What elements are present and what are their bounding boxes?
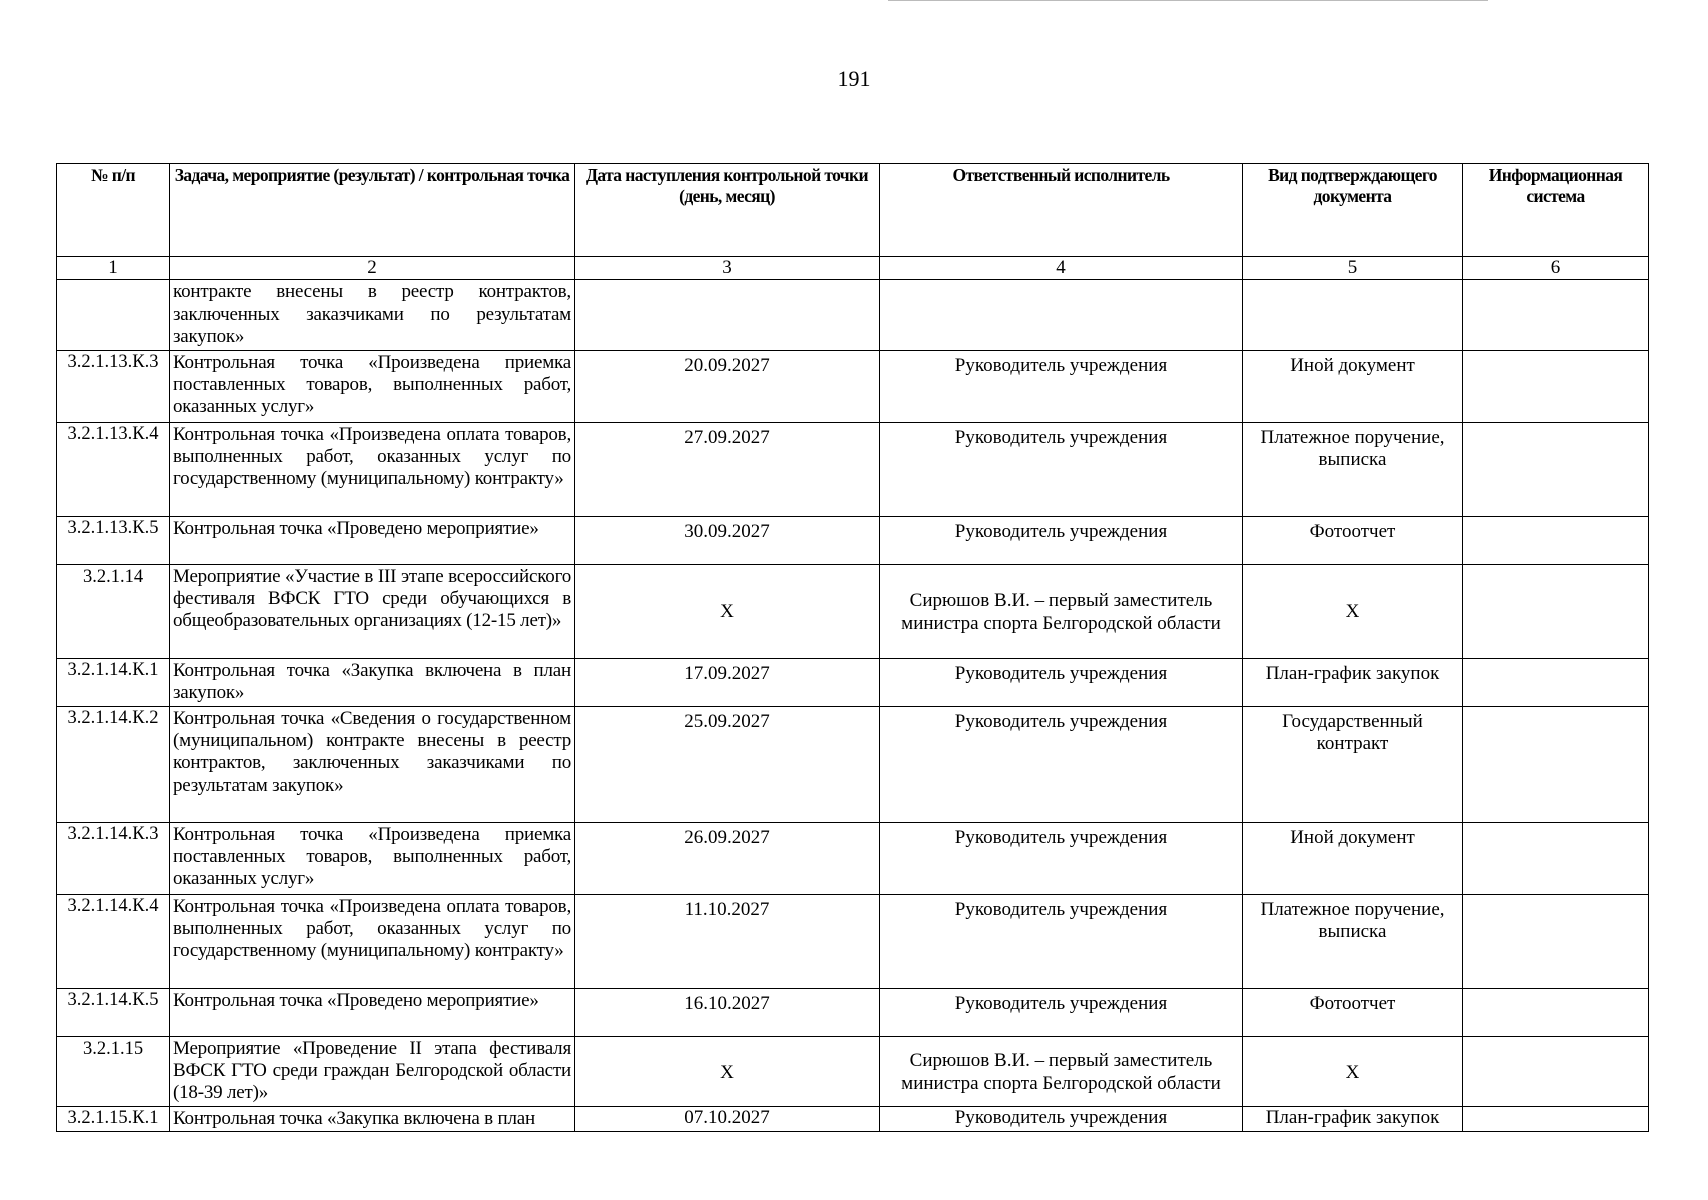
row-responsible: Руководитель учреждения [880, 1106, 1243, 1131]
row-document: Х [1243, 564, 1463, 658]
row-responsible: Руководитель учреждения [880, 350, 1243, 422]
row-number: 3.2.1.14.К.1 [57, 658, 170, 706]
row-date: 16.10.2027 [575, 988, 880, 1036]
row-system [1463, 1036, 1649, 1106]
row-system [1463, 822, 1649, 894]
row-system [1463, 280, 1649, 350]
plan-table [56, 163, 1649, 1132]
table-row [57, 1106, 1649, 1131]
row-date [575, 280, 880, 350]
column-number: 5 [1243, 257, 1463, 280]
row-task: Контрольная точка «Проведено мероприятие» [170, 516, 575, 564]
row-document: Иной документ [1243, 350, 1463, 422]
row-number: 3.2.1.13.К.3 [57, 350, 170, 422]
row-system [1463, 706, 1649, 822]
table-row [57, 822, 1649, 894]
row-system [1463, 516, 1649, 564]
row-task: Контрольная точка «Закупка включена в план закупок» [170, 658, 575, 706]
row-responsible: Руководитель учреждения [880, 706, 1243, 822]
column-number: 2 [170, 257, 575, 280]
row-responsible: Руководитель учреждения [880, 822, 1243, 894]
row-responsible [880, 280, 1243, 350]
row-system [1463, 564, 1649, 658]
row-task: Контрольная точка «Произведена приемка поставленных товаров, выполненных работ, оказанных услуг» [170, 822, 575, 894]
row-document: Государственный контракт [1243, 706, 1463, 822]
row-responsible: Руководитель учреждения [880, 516, 1243, 564]
row-system [1463, 988, 1649, 1036]
row-number: 3.2.1.14.К.4 [57, 894, 170, 988]
row-document: Платежное поручение, выписка [1243, 894, 1463, 988]
header-document: Вид подтверждающего документа [1243, 164, 1463, 257]
row-document [1243, 280, 1463, 350]
header-number: № п/п [57, 164, 170, 257]
row-document: Фотоотчет [1243, 988, 1463, 1036]
row-system [1463, 1106, 1649, 1131]
row-document: Фотоотчет [1243, 516, 1463, 564]
column-numbers-row [57, 257, 1649, 280]
row-number: 3.2.1.13.К.5 [57, 516, 170, 564]
row-responsible: Руководитель учреждения [880, 422, 1243, 516]
table-row [57, 350, 1649, 422]
row-task: Контрольная точка «Произведена оплата товаров, выполненных работ, оказанных услуг по государственному (муниципальному) контракту» [170, 894, 575, 988]
row-system [1463, 350, 1649, 422]
header-date: Дата наступления контрольной точки (день, месяц) [575, 164, 880, 257]
scan-edge-line [888, 0, 1488, 1]
row-document: План-график закупок [1243, 658, 1463, 706]
row-document: Иной документ [1243, 822, 1463, 894]
row-system [1463, 894, 1649, 988]
table-row [57, 658, 1649, 706]
header-system: Информационная система [1463, 164, 1649, 257]
row-task: Контрольная точка «Закупка включена в план [170, 1106, 575, 1131]
row-date: 07.10.2027 [575, 1106, 880, 1131]
row-responsible: Руководитель учреждения [880, 988, 1243, 1036]
table-header-row [57, 164, 1649, 257]
table-row [57, 894, 1649, 988]
row-responsible: Сирюшов В.И. – первый заместитель министра спорта Белгородской области [880, 564, 1243, 658]
row-task: Мероприятие «Участие в III этапе всероссийского фестиваля ВФСК ГТО среди обучающихся в общеобразовательных организациях (12-15 лет)» [170, 564, 575, 658]
column-number: 4 [880, 257, 1243, 280]
table-row [57, 988, 1649, 1036]
row-number: 3.2.1.14.К.3 [57, 822, 170, 894]
row-responsible: Руководитель учреждения [880, 658, 1243, 706]
row-system [1463, 422, 1649, 516]
row-task: Контрольная точка «Произведена оплата товаров, выполненных работ, оказанных услуг по государственному (муниципальному) контракту» [170, 422, 575, 516]
row-date: 20.09.2027 [575, 350, 880, 422]
row-date: 26.09.2027 [575, 822, 880, 894]
row-date: 11.10.2027 [575, 894, 880, 988]
row-number: 3.2.1.15.К.1 [57, 1106, 170, 1131]
column-number: 1 [57, 257, 170, 280]
row-task: Мероприятие «Проведение II этапа фестиваля ВФСК ГТО среди граждан Белгородской области (18-39 лет)» [170, 1036, 575, 1106]
row-responsible: Руководитель учреждения [880, 894, 1243, 988]
row-number: 3.2.1.14.К.5 [57, 988, 170, 1036]
table-row [57, 280, 1649, 350]
row-document: План-график закупок [1243, 1106, 1463, 1131]
column-number: 3 [575, 257, 880, 280]
table-row [57, 706, 1649, 822]
row-number: 3.2.1.14.К.2 [57, 706, 170, 822]
row-document: Х [1243, 1036, 1463, 1106]
header-responsible: Ответственный исполнитель [880, 164, 1243, 257]
row-number: 3.2.1.13.К.4 [57, 422, 170, 516]
row-number [57, 280, 170, 350]
row-task: Контрольная точка «Сведения о государственном (муниципальном) контракте внесены в реестр контрактов, заключенных заказчиками по результатам закупок» [170, 706, 575, 822]
row-number: 3.2.1.14 [57, 564, 170, 658]
column-number: 6 [1463, 257, 1649, 280]
row-date: Х [575, 564, 880, 658]
header-task: Задача, мероприятие (результат) / контрольная точка [170, 164, 575, 257]
row-date: 30.09.2027 [575, 516, 880, 564]
table-row [57, 516, 1649, 564]
row-date: 25.09.2027 [575, 706, 880, 822]
row-task: Контрольная точка «Произведена приемка поставленных товаров, выполненных работ, оказанных услуг» [170, 350, 575, 422]
row-date: Х [575, 1036, 880, 1106]
row-task: контракте внесены в реестр контрактов, заключенных заказчиками по результатам закупок» [170, 280, 575, 350]
table-row [57, 1036, 1649, 1106]
row-responsible: Сирюшов В.И. – первый заместитель министра спорта Белгородской области [880, 1036, 1243, 1106]
row-task: Контрольная точка «Проведено мероприятие» [170, 988, 575, 1036]
page-number: 191 [837, 66, 871, 91]
row-document: Платежное поручение, выписка [1243, 422, 1463, 516]
table-row [57, 422, 1649, 516]
row-system [1463, 658, 1649, 706]
row-date: 17.09.2027 [575, 658, 880, 706]
row-date: 27.09.2027 [575, 422, 880, 516]
row-number: 3.2.1.15 [57, 1036, 170, 1106]
table-row [57, 564, 1649, 658]
